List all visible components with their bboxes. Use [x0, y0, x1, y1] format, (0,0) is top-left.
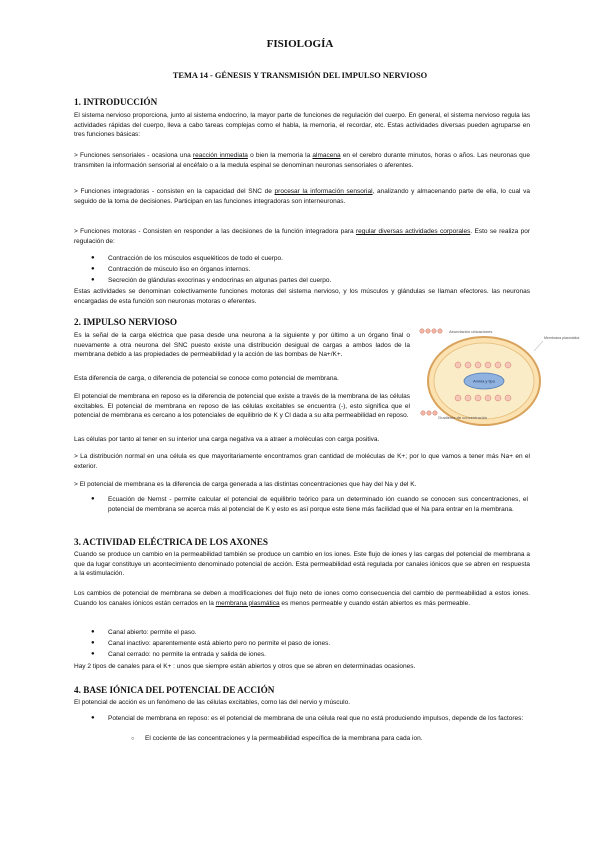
paragraph: Hay 2 tipos de canales para el K+ : unos que siempre están abiertos y otros que se abren en determinadas ocasiones.	[74, 663, 416, 670]
figure-label-top: Abundación ubicaciones	[449, 329, 493, 334]
list-item-nernst: Ecuación de Nernst - permite calcular el potencial de equilibrio teórico para un determinado ión cuando se conocen sus concentraciones, el potencial de membrana se acerca más al potencial de K y esto es así porque este tiene más facilidad que el Na para entrar en la membrana.	[108, 496, 528, 513]
topic-subtitle: TEMA 14 - GÉNESIS Y TRANSMISIÓN DEL IMPULSO NERVIOSO	[172, 71, 428, 80]
bullet-marker: ●	[91, 255, 95, 261]
list-item: Canal cerrado: no permite la entrada y salida de iones.	[108, 651, 266, 658]
paragraph-membrana: Los cambios de potencial de membrana se deben a modificaciones del flujo neto de iones como consecuencia del cambio de permeabilidad a estos iones. Cuando los canales iónicos están cerrados en la membrana plasmática es menos permeable y cuando están abiertos es más permeable.	[74, 590, 530, 607]
paragraph: El potencial de membrana en reposo es la diferencia de potencial que existe a través de la membrana de las células excitables. El potencial de membrana en reposo de las células excitables se encuentra (-), esto significa que el potencial de membrana es cercano a los potenciales de equilibrio de K y Cl dada a su alta permeabilidad en reposo.	[74, 393, 410, 420]
section-heading-impulso-nervioso: 2. IMPULSO NERVIOSO	[74, 317, 178, 327]
section-heading-actividad-electrica: 3. ACTIVIDAD ELÉCTRICA DE LOS AXONES	[74, 537, 269, 547]
ion-row-top	[420, 329, 442, 333]
bullet-marker: ●	[91, 266, 95, 272]
bullet-marker: ●	[91, 640, 95, 646]
bullet-marker: ●	[91, 496, 95, 502]
section-heading-base-ionica: 4. BASE IÓNICA DEL POTENCIAL DE ACCIÓN	[74, 685, 275, 695]
bullet-marker: ●	[91, 651, 95, 657]
paragraph: > El potencial de membrana es la diferencia de carga generada a las distintas concentraciones que hay del Na y del K.	[74, 481, 417, 488]
paragraph: Es la señal de la carga eléctrica que pasa desde una neurona a la siguiente y por último a un órgano final o nuevamente a otra neurona del SNC puesto existe una distribución desigual de cargas a ambos lados de la membrana debido a las propiedades de permeabilidad y la acción de las bombas de Na+/K+.	[74, 332, 410, 359]
membrane-potential-figure	[418, 325, 580, 437]
paragraph: Esta diferencia de carga, o diferencia de potencial se conoce como potencial de membrana.	[74, 375, 339, 382]
ion-row-bottom	[421, 411, 437, 415]
list-item-potencial-reposo: Potencial de membrana en reposo: es el potencial de membrana de una célula real que no está produciendo impulsos, depende de los factores:	[108, 715, 524, 722]
sub-bullet-marker: ○	[131, 736, 135, 742]
paragraph: El potencial de acción es un fenómeno de las células excitables, como las del nervio y músculo.	[74, 699, 351, 706]
bullet-marker: ●	[91, 629, 95, 635]
paragraph: Las células por tanto al tener en su interior una carga negativa va a atraer a moléculas con carga positiva.	[74, 436, 380, 443]
list-item: Secreción de glándulas exocrinas y endocrinas en algunas partes del cuerpo.	[108, 277, 332, 284]
list-item: Contracción de músculo liso en órganos internos.	[108, 266, 251, 273]
paragraph: > La distribución normal en una célula es que mayoritariamente encontramos gran cantidad de moléculas de K+; por lo que vamos a tener más Na+ en el exterior.	[74, 453, 530, 470]
paragraph-sensoriales: > Funciones sensoriales - ocasiona una reacción inmediata o bien la memoria la almacena en el cerebro durante minutos, horas o años. Las neuronas que transmiten la información sensorial al encéfalo o a la medula espinal se denominan neuronas sensoriales o aferentes.	[74, 152, 531, 169]
paragraph-motoras: > Funciones motoras - Consisten en responder a las decisiones de la función integradora para regular diversas actividades corporales. Esto se realiza por regulación de:	[74, 228, 530, 245]
figure-label-bottom: Gradiente de concentración	[438, 415, 488, 420]
figure-label-membrane: Membrana plasmática	[544, 336, 580, 340]
bullet-marker: ●	[91, 277, 95, 283]
figure-label-center: Amina y tipo	[472, 378, 496, 384]
document-title: FISIOLOGÍA	[266, 38, 334, 50]
paragraph: Cuando se produce un cambio en la permeabilidad también se produce un cambio en los iones. Este flujo de iones y las cargas del potencial de membrana a que da lugar constituye un acontecimiento denominado potencial de acción. Esta permeabilidad está regulada por canales iónicos que se abren en respuesta a la estimulación.	[74, 551, 530, 578]
paragraph: Estas actividades se denominan colectivamente funciones motoras del sistema nervioso, y los músculos y glándulas se llaman efectores. las neuronas encargadas de esta función son neuronas motoras o eferentes.	[74, 288, 530, 305]
bullet-marker: ●	[91, 715, 95, 721]
list-item: Canal abierto: permite el paso.	[108, 629, 197, 636]
list-item: Canal inactivo: aparentemente está abierto pero no permite el paso de iones.	[108, 640, 331, 647]
list-item: Contracción de los músculos esqueléticos de todo el cuerpo.	[108, 255, 283, 262]
section-heading-introduccion: 1. INTRODUCCIÓN	[74, 97, 158, 107]
sub-list-item: El cociente de las concentraciones y la permeabilidad específica de la membrana para cada ion.	[145, 735, 423, 742]
paragraph: El sistema nervioso proporciona, junto al sistema endocrino, la mayor parte de funciones de regulación del cuerpo. En general, el sistema nervioso regula las actividades rápidas del cuerpo, lleva a cabo tareas complejas como el habla, la memoria, el recordar, etc. Estas actividades diversas pueden agruparse en tres funciones básicas:	[74, 112, 530, 139]
paragraph-integradoras: > Funciones integradoras - consisten en la capacidad del SNC de procesar la información sensorial, analizando y almacenando parte de ella, lo cual va seguido de la toma de decisiones. Participan en las funciones integradoras son interneuronas.	[74, 188, 530, 205]
